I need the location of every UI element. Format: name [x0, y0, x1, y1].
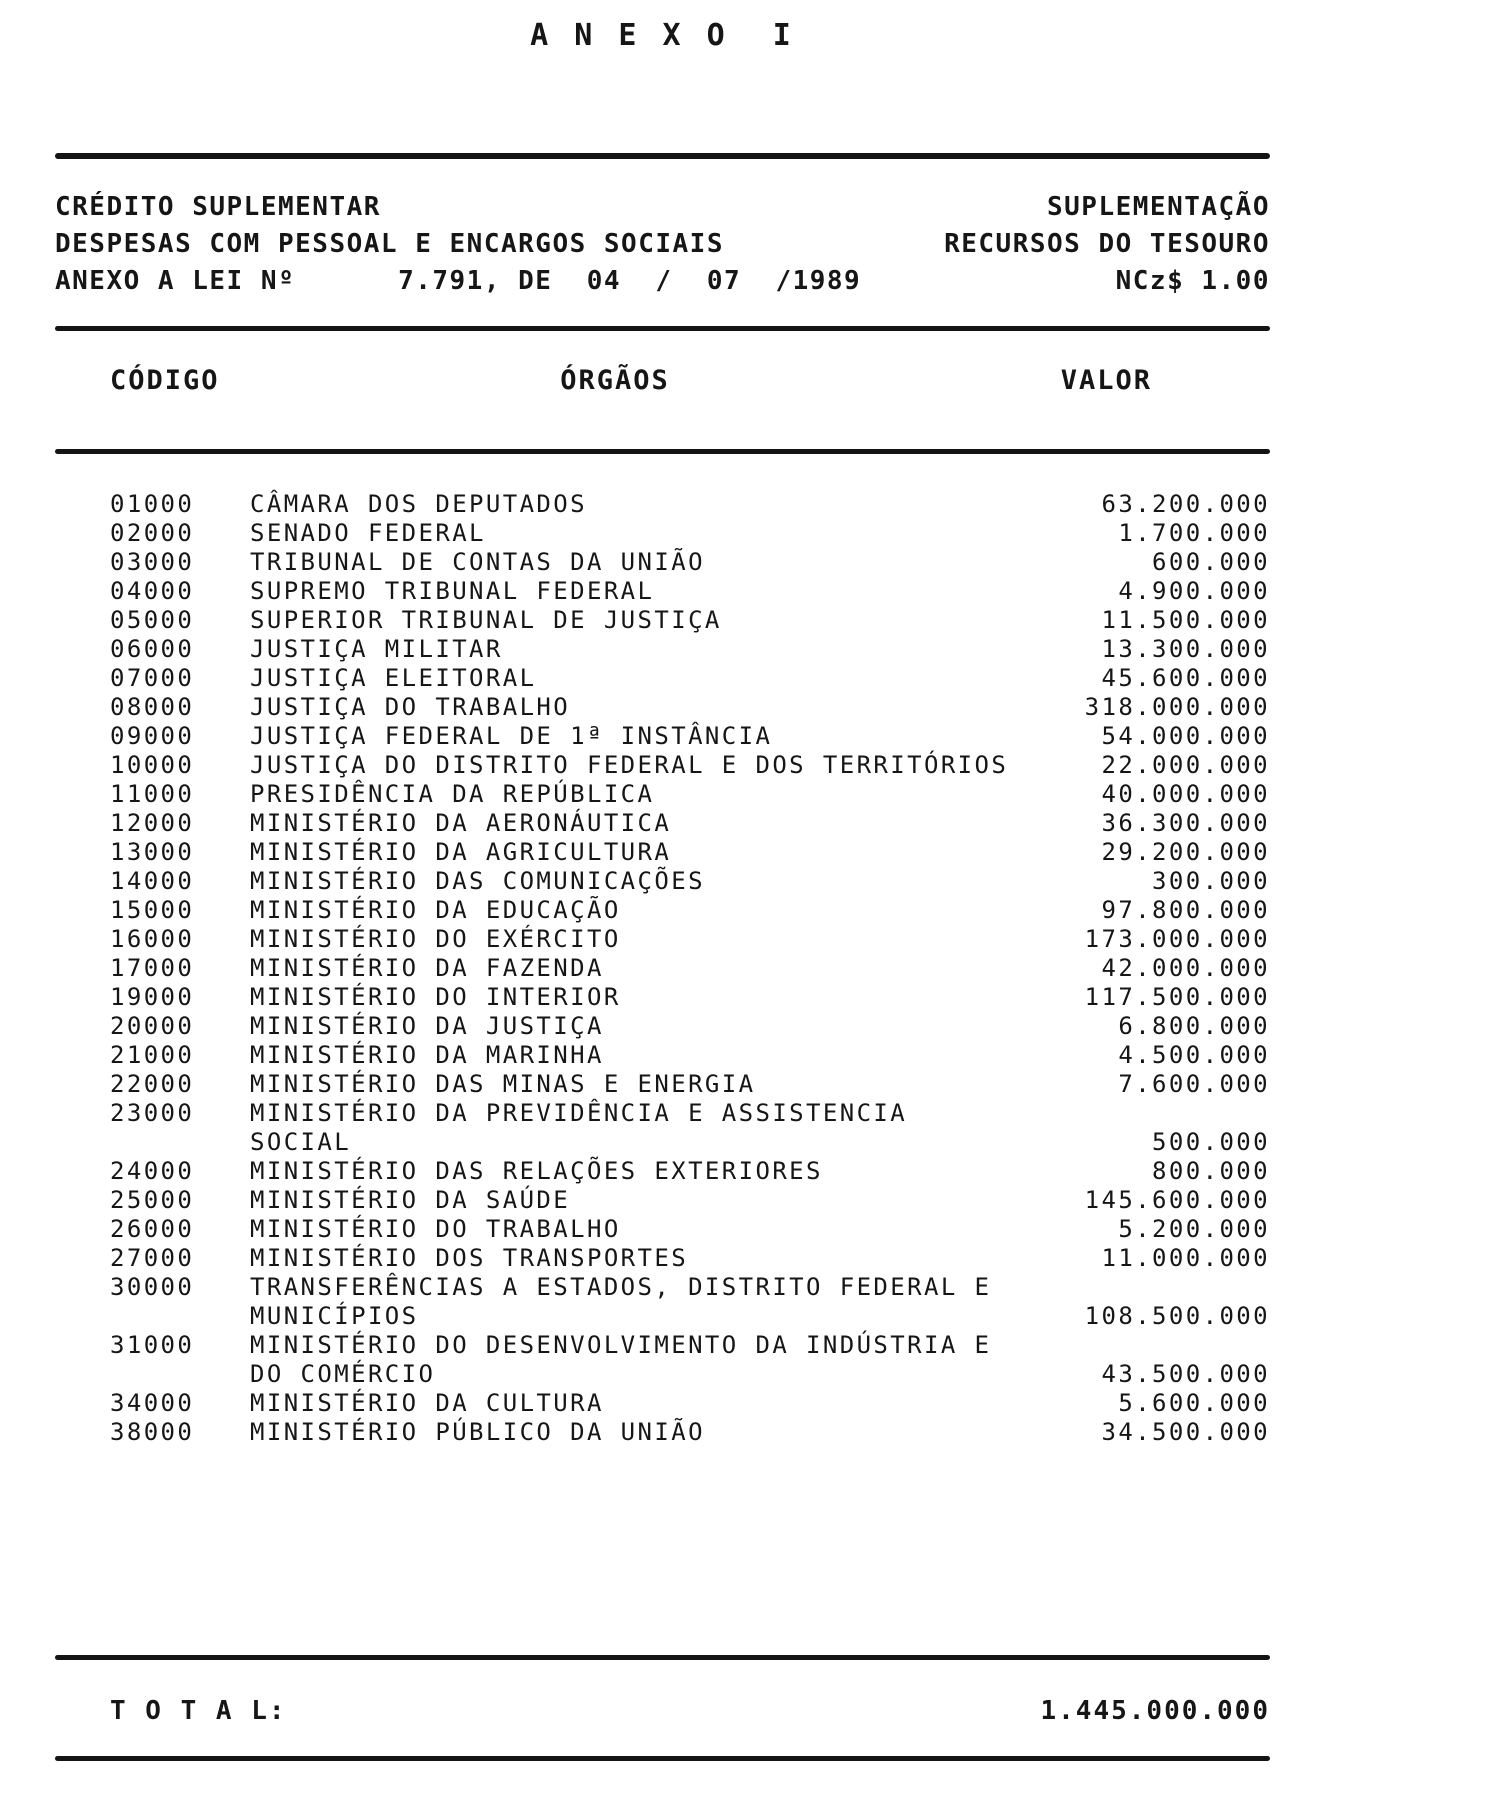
row-code: 38000	[110, 1418, 195, 1446]
header-left	[55, 189, 861, 300]
row-code: 34000	[110, 1389, 195, 1417]
row-value: 173.000.000	[1084, 925, 1270, 953]
horizontal-rule-bottom	[55, 1756, 1270, 1761]
header-line-recursos: RECURSOS DO TESOURO	[944, 229, 1270, 259]
row-value: 800.000	[1152, 1157, 1270, 1185]
table-row	[55, 664, 1270, 693]
row-value: 97.800.000	[1101, 896, 1270, 924]
row-code: 21000	[110, 1041, 195, 1069]
row-org: MINISTÉRIO DO DESENVOLVIMENTO DA INDÚSTRIA E DO COMÉRCIO	[250, 1331, 992, 1388]
header-line-credito: CRÉDITO SUPLEMENTAR	[55, 192, 381, 222]
row-code: 25000	[110, 1186, 195, 1214]
row-value: 600.000	[1152, 548, 1270, 576]
horizontal-rule-header-bottom	[55, 326, 1270, 331]
header-line-suplementacao: SUPLEMENTAÇÃO	[1047, 192, 1270, 222]
table-row	[55, 1273, 1270, 1331]
row-code: 15000	[110, 896, 195, 924]
table-row	[55, 1331, 1270, 1389]
page-title: A N E X O I	[530, 18, 795, 53]
table-row	[55, 896, 1270, 925]
row-code: 06000	[110, 635, 195, 663]
row-org: MINISTÉRIO DA MARINHA	[250, 1041, 604, 1069]
row-org: MINISTÉRIO DO INTERIOR	[250, 983, 621, 1011]
table-row	[55, 606, 1270, 635]
row-code: 12000	[110, 809, 195, 837]
header-block	[55, 189, 1270, 300]
row-value: 117.500.000	[1084, 983, 1270, 1011]
row-org: MINISTÉRIO DOS TRANSPORTES	[250, 1244, 689, 1272]
row-value: 4.900.000	[1118, 577, 1270, 605]
row-code: 04000	[110, 577, 195, 605]
table-row	[55, 635, 1270, 664]
row-value: 1.700.000	[1118, 519, 1270, 547]
row-org: TRANSFERÊNCIAS A ESTADOS, DISTRITO FEDERAL E MUNICÍPIOS	[250, 1273, 992, 1330]
row-value: 43.500.000	[1101, 1360, 1270, 1388]
table-row	[55, 1070, 1270, 1099]
row-org: MINISTÉRIO DA AERONÁUTICA	[250, 809, 672, 837]
row-org: SUPERIOR TRIBUNAL DE JUSTIÇA	[250, 606, 722, 634]
header-right	[944, 189, 1270, 300]
row-code: 23000	[110, 1099, 195, 1127]
row-code: 09000	[110, 722, 195, 750]
table-column-headers	[55, 365, 1270, 407]
total-label: T O T A L:	[110, 1696, 287, 1726]
row-value: 45.600.000	[1101, 664, 1270, 692]
row-value: 29.200.000	[1101, 838, 1270, 866]
row-org: CÂMARA DOS DEPUTADOS	[250, 490, 587, 518]
row-code: 03000	[110, 548, 195, 576]
row-code: 05000	[110, 606, 195, 634]
table-row	[55, 1215, 1270, 1244]
row-value: 22.000.000	[1101, 751, 1270, 779]
row-org: TRIBUNAL DE CONTAS DA UNIÃO	[250, 548, 705, 576]
row-code: 10000	[110, 751, 195, 779]
row-value: 5.600.000	[1118, 1389, 1270, 1417]
row-org: MINISTÉRIO DAS COMUNICAÇÕES	[250, 867, 705, 895]
row-value: 7.600.000	[1118, 1070, 1270, 1098]
column-header-codigo: CÓDIGO	[110, 365, 220, 396]
row-org: MINISTÉRIO DA AGRICULTURA	[250, 838, 672, 866]
column-header-valor: VALOR	[1060, 365, 1152, 396]
row-org: PRESIDÊNCIA DA REPÚBLICA	[250, 780, 655, 808]
table-row	[55, 1157, 1270, 1186]
row-value: 5.200.000	[1118, 1215, 1270, 1243]
row-code: 22000	[110, 1070, 195, 1098]
horizontal-rule-top	[55, 153, 1270, 159]
row-value: 11.000.000	[1101, 1244, 1270, 1272]
total-row	[55, 1696, 1270, 1726]
table-row	[55, 925, 1270, 954]
row-value: 318.000.000	[1084, 693, 1270, 721]
table-row	[55, 838, 1270, 867]
row-org: JUSTIÇA FEDERAL DE 1ª INSTÂNCIA	[250, 722, 773, 750]
row-org: SUPREMO TRIBUNAL FEDERAL	[250, 577, 655, 605]
row-value: 42.000.000	[1101, 954, 1270, 982]
row-value: 54.000.000	[1101, 722, 1270, 750]
row-org: MINISTÉRIO DAS RELAÇÕES EXTERIORES	[250, 1157, 823, 1185]
row-org: MINISTÉRIO PÚBLICO DA UNIÃO	[250, 1418, 705, 1446]
row-code: 31000	[110, 1331, 195, 1359]
row-org: JUSTIÇA DO DISTRITO FEDERAL E DOS TERRITÓRIOS	[250, 751, 1009, 779]
row-code: 24000	[110, 1157, 195, 1185]
row-org: SENADO FEDERAL	[250, 519, 486, 547]
table-row	[55, 1041, 1270, 1070]
row-code: 27000	[110, 1244, 195, 1272]
table-row	[55, 577, 1270, 606]
row-code: 16000	[110, 925, 195, 953]
table-row	[55, 751, 1270, 780]
row-code: 13000	[110, 838, 195, 866]
row-org: MINISTÉRIO DAS MINAS E ENERGIA	[250, 1070, 756, 1098]
row-value: 300.000	[1152, 867, 1270, 895]
column-header-orgaos: ÓRGÃOS	[560, 365, 670, 396]
document-content	[55, 0, 1270, 1761]
header-line-moeda: NCz$ 1.00	[1115, 266, 1270, 296]
row-org: MINISTÉRIO DA PREVIDÊNCIA E ASSISTENCIA SOCIAL	[250, 1099, 924, 1156]
row-org: MINISTÉRIO DA CULTURA	[250, 1389, 604, 1417]
row-code: 08000	[110, 693, 195, 721]
row-code: 01000	[110, 490, 195, 518]
row-code: 30000	[110, 1273, 195, 1301]
row-org: MINISTÉRIO DO TRABALHO	[250, 1215, 621, 1243]
table-row	[55, 1418, 1270, 1447]
row-code: 17000	[110, 954, 195, 982]
horizontal-rule-total-top	[55, 1655, 1270, 1660]
table-row	[55, 954, 1270, 983]
table-row	[55, 548, 1270, 577]
row-value: 108.500.000	[1084, 1302, 1270, 1330]
table-row	[55, 867, 1270, 896]
row-value: 36.300.000	[1101, 809, 1270, 837]
row-code: 19000	[110, 983, 195, 1011]
table-row	[55, 519, 1270, 548]
table-row	[55, 1244, 1270, 1273]
table-row	[55, 490, 1270, 519]
horizontal-rule-columns-bottom	[55, 449, 1270, 454]
row-value: 11.500.000	[1101, 606, 1270, 634]
row-value: 145.600.000	[1084, 1186, 1270, 1214]
row-org: MINISTÉRIO DA SAÚDE	[250, 1186, 571, 1214]
table-row	[55, 1012, 1270, 1041]
row-org: MINISTÉRIO DO EXÉRCITO	[250, 925, 621, 953]
row-code: 20000	[110, 1012, 195, 1040]
row-org: MINISTÉRIO DA EDUCAÇÃO	[250, 896, 621, 924]
row-org: MINISTÉRIO DA FAZENDA	[250, 954, 604, 982]
total-value: 1.445.000.000	[1040, 1696, 1270, 1726]
row-code: 14000	[110, 867, 195, 895]
row-code: 11000	[110, 780, 195, 808]
row-code: 26000	[110, 1215, 195, 1243]
row-value: 13.300.000	[1101, 635, 1270, 663]
header-line-anexo-lei: ANEXO A LEI Nº 7.791, DE 04 / 07 /1989	[55, 266, 862, 296]
row-value: 6.800.000	[1118, 1012, 1270, 1040]
row-code: 02000	[110, 519, 195, 547]
table-row	[55, 1389, 1270, 1418]
table-row	[55, 693, 1270, 722]
row-value: 40.000.000	[1101, 780, 1270, 808]
table-body	[55, 490, 1270, 1447]
header-line-despesas: DESPESAS COM PESSOAL E ENCARGOS SOCIAIS	[55, 229, 724, 259]
row-org: MINISTÉRIO DA JUSTIÇA	[250, 1012, 604, 1040]
row-org: JUSTIÇA MILITAR	[250, 635, 503, 663]
row-value: 63.200.000	[1101, 490, 1270, 518]
table-row	[55, 1186, 1270, 1215]
row-value: 4.500.000	[1118, 1041, 1270, 1069]
row-value: 500.000	[1152, 1128, 1270, 1156]
table-row	[55, 722, 1270, 751]
table-row	[55, 983, 1270, 1012]
row-code: 07000	[110, 664, 195, 692]
table-row	[55, 809, 1270, 838]
table-row	[55, 780, 1270, 809]
row-value: 34.500.000	[1101, 1418, 1270, 1446]
row-org: JUSTIÇA DO TRABALHO	[250, 693, 571, 721]
table-row	[55, 1099, 1270, 1157]
row-org: JUSTIÇA ELEITORAL	[250, 664, 537, 692]
